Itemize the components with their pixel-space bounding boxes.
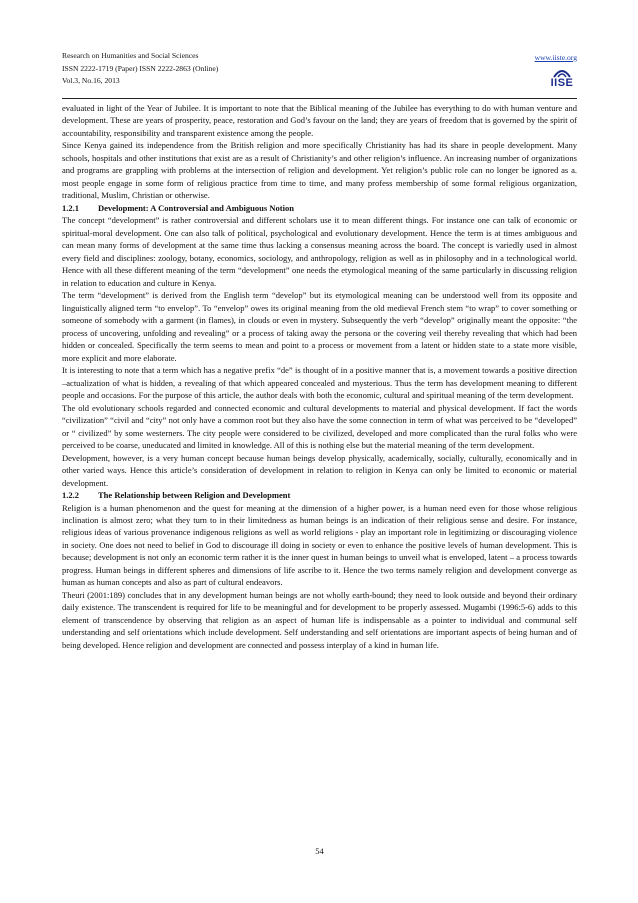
website-link[interactable]: www.iiste.org [534,53,577,62]
paragraph: Since Kenya gained its independence from the British religion and more specifically Christianity has had its share in people development. Many schools, hospitals and other institutions that exist are as a result of Christianity’s and other religion’s influence. An increasing number of organizations and programs are grappling with problems at the intersection of religion and development. Yet religion’s public role can no longer be ignored as a. most people engage in some form of religious practice from time to time, and many profess membership of some formal religious organization, traditional, Muslim, Christian or otherwise. [62,140,577,201]
section-heading-1-2-1 [62,202,577,214]
journal-info [62,50,218,88]
section-number: 1.2.1 [62,202,80,213]
paragraph: evaluated in light of the Year of Jubilee. It is important to note that the Biblical meaning of the Jubilee has everything to do with human venture and development. These are years of prosperity, peace, restoration and God’s favour on the land; they are years of freedom that is governed by the spirit of accountability, responsibility and transparent existence among the people. [62,103,577,138]
paragraph: Theuri (2001:189) concludes that in any development human beings are not wholly earth-bound; they need to look outside and beyond their ordinary daily existence. The transcendent is required for life to be meaningful and for development to be properly assessed. Mugambi (1996:5-6) adds to this element of transcendence by observing that religion as an aspect of human life is indispensable as a pointer to individual and communal self understanding and self orientations which include development. Self understanding and self orientations are important aspects of being human and of being developed. Hence religion and development are connected and possess interplay of a kind in human life. [62,589,577,650]
journal-issn: ISSN 2222-1719 (Paper) ISSN 2222-2863 (Online) [62,63,219,73]
journal-title: Research on Humanities and Social Sciences [62,51,199,60]
paragraph: The old evolutionary schools regarded and connected economic and cultural developments to material and physical development. If fact the words “civilization” “civil and “city” not only have a common root but they also have the some connection in term of what was perceived to be “developed” or “ civilized” by some westerners. The city people were considered to be civilized, developed and more complicated than the rural folks who were perceived to be coarse, uneducated and limited in knowledge. All of this is nothing else but the material meaning of the term development. [62,402,577,451]
document-page [62,0,577,903]
paragraph: Development, however, is a very human concept because human beings develop physically, academically, socially, culturally, economically and in other varied ways. Hence this article’s consideration of development in relation to religion in Kenya can only be limited to economic or material development. [62,452,577,488]
paragraph: Religion is a human phenomenon and the quest for meaning at the dimension of a higher power, is a human need even for those whose religious inclination is almost zero; what they turn to in their limitedness as human beings is an indication of their religious sense and desire. For instance, religious ideas of various provenance indigenous religions as well as world religions - play an important role in legitimizing or discouraging violence in society. One does not need to belief in God to discourage ill doing in society or even to enhance the positive levels of human development. This is because; development is not only an economic term rather it is the inner quest in human beings to unveil what is enveloped, latent – a process towards progress. Human beings in different spheres and dimensions of life ascribe to it. Hence the two terms namely religion and development converge as human as human concepts and also as part of cultural endeavors. [62,502,577,588]
section-heading-1-2-2 [62,489,577,501]
section-number: 1.2.2 [62,490,80,501]
header-rule [62,98,577,99]
logo-text: IISE [550,76,574,89]
section-title: The Relationship between Religion and Development [98,490,291,501]
iiste-logo [547,68,577,92]
article-body [62,102,577,651]
journal-volume: Vol.3, No.16, 2013 [62,76,120,85]
paragraph: It is interesting to note that a term which has a negative prefix “de” is thought of in a positive manner that is, a movement towards a positive direction –actualization of what is hidden, a revealing of that which appeared concealed and mysterious. Thus the term has development meaning to different people and occasions. For the purpose of this article, the author deals with both the economic, cultural and spiritual meaning of the term development. [62,365,577,401]
section-title: Development: A Controversial and Ambiguous Notion [98,202,294,213]
header-right [535,52,577,92]
paragraph: The term “development” is derived from the English term “develop” but its etymological meaning can be understood well from its opposite and linguistically aligned term “to envelop”. To “envelop” owes its original meaning from the old medieval French stem “to wrap” to cover something or someone of somebody with a garment (in flames), in clouds or even in mystery. Subsequently the verb “develop” originally meant the opposite: “the process of uncovering, unfolding and revealing” or a process of taking away the persona or the covering veil thereby revealing that which had been hidden or concealed. Specifically the term seems to mean and point to a process or movement from a latent or hidden state to a state more visible, more explicit and more elaborate. [62,290,577,363]
page-number: 54 [315,846,324,856]
page-header [62,50,577,96]
paragraph: The concept “development” is rather controversial and different scholars use it to mean different things. For instance one can talk of economic or spiritual-moral development. One can also talk of political, psychological and evolutionary development. Hence the term is at times ambiguous and can mean many forms of development at the same time thus lacking a consensus meaning across the board. The concept is variedly used in almost every field and disciplines: zoology, botany, economics, sociology, and anthropology, religion as well as in philosophy and in a technological world. Hence with all these different meaning of the term “development” one needs the etymological meaning of the same particularly in discussing religion in relation to education and culture in Kenya. [62,215,577,288]
